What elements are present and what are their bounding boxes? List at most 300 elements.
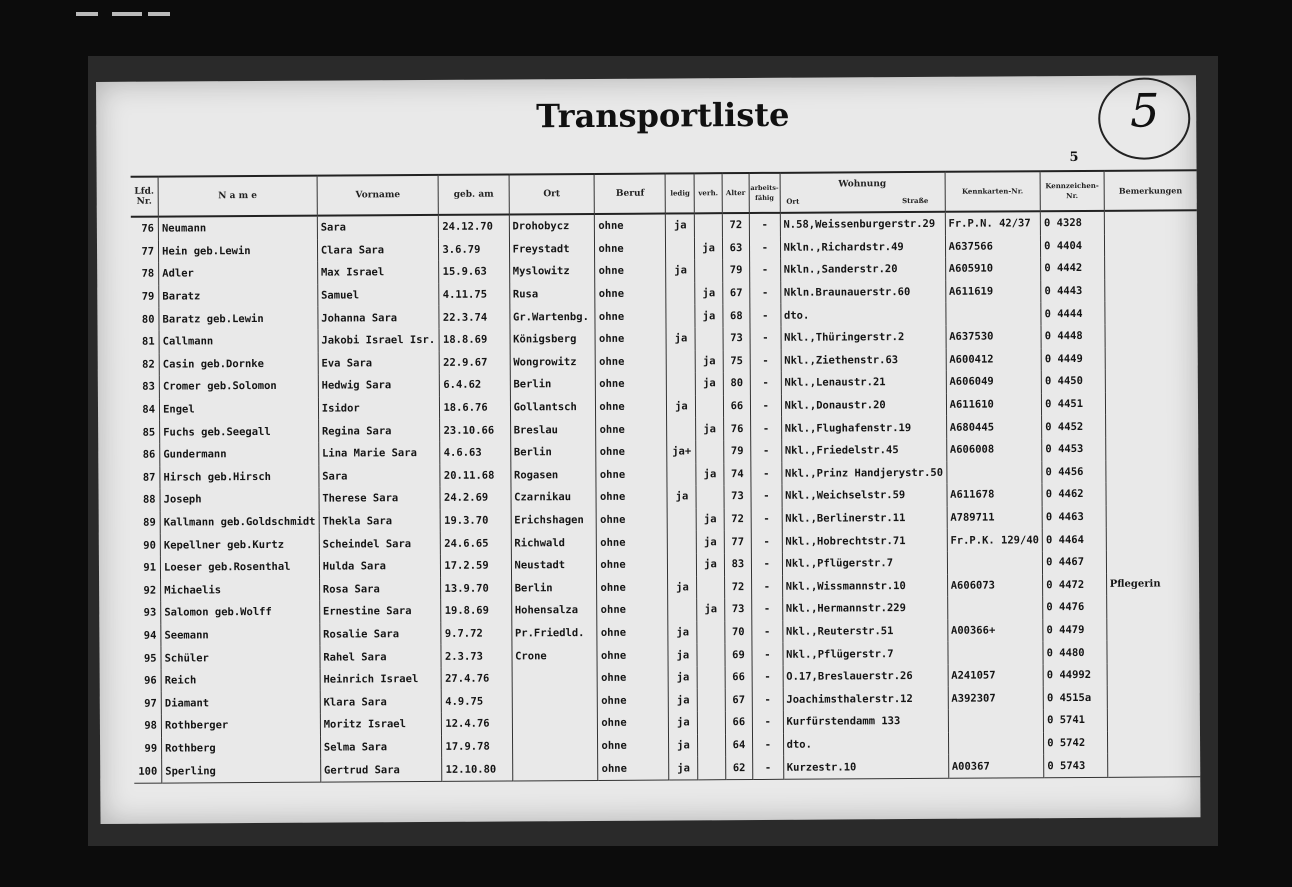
row-number: 77 xyxy=(141,245,155,258)
row-alter: 70 xyxy=(725,621,752,644)
row-ledig: ja xyxy=(667,395,696,418)
row-arbeitsfaehig: - xyxy=(751,462,782,485)
row-vorname: Heinrich Israel xyxy=(320,668,442,691)
row-bemerkungen xyxy=(1104,256,1197,279)
row-geb-am: 22.3.74 xyxy=(439,306,509,329)
row-wohnung: Nkln.,Sanderstr.20 xyxy=(780,258,945,282)
row-vorname: Regina Sara xyxy=(318,419,440,442)
row-arbeitsfaehig: - xyxy=(750,372,781,395)
row-kennkarten-nr: A606049 xyxy=(946,370,1042,393)
row-vorname: Scheindel Sara xyxy=(319,532,441,555)
row-beruf: ohne xyxy=(595,327,666,350)
row-number: 82 xyxy=(142,358,155,371)
row-arbeitsfaehig: - xyxy=(752,598,783,621)
row-alter: 79 xyxy=(723,440,750,463)
row-ledig xyxy=(667,463,696,486)
row-alter: 62 xyxy=(725,756,752,779)
row-ort xyxy=(512,667,598,690)
row-name: Kallmann geb.Goldschmidt xyxy=(160,510,319,534)
row-kennzeichen-nr: 0 4472 xyxy=(1043,573,1107,596)
row-name: Casin geb.Dornke xyxy=(159,352,318,376)
row-kennkarten-nr: A680445 xyxy=(946,416,1042,439)
row-geb-am: 12.4.76 xyxy=(442,713,512,736)
row-verh xyxy=(698,734,726,757)
row-wohnung: Nkln.Braunauerstr.60 xyxy=(780,281,945,305)
row-alter: 68 xyxy=(723,304,750,327)
row-ort: Gr.Wartenbg. xyxy=(509,305,595,328)
row-geb-am: 4.11.75 xyxy=(439,283,509,306)
row-beruf: ohne xyxy=(597,531,668,554)
row-kennzeichen-nr: 0 4467 xyxy=(1043,551,1107,574)
row-verh xyxy=(695,213,723,237)
row-ort: Freystadt xyxy=(509,238,595,261)
row-geb-am: 17.9.78 xyxy=(442,735,512,758)
row-vorname: Rosalie Sara xyxy=(320,623,442,646)
row-wohnung: Nkl.,Reuterstr.51 xyxy=(782,619,947,643)
row-arbeitsfaehig: - xyxy=(752,643,783,666)
row-bemerkungen xyxy=(1106,595,1199,618)
row-arbeitsfaehig: - xyxy=(752,621,783,644)
row-bemerkungen xyxy=(1105,347,1198,370)
row-arbeitsfaehig: - xyxy=(750,236,781,259)
row-beruf: ohne xyxy=(596,350,667,373)
row-number: 90 xyxy=(143,539,156,552)
row-kennzeichen-nr: 0 5741 xyxy=(1043,709,1107,732)
row-verh xyxy=(695,327,723,350)
row-vorname: Thekla Sara xyxy=(319,510,441,533)
row-wohnung: Kurfürstendamm 133 xyxy=(783,710,948,734)
row-number: 80 xyxy=(141,313,155,326)
row-beruf: ohne xyxy=(598,689,669,712)
row-verh: ja xyxy=(695,350,723,373)
row-geb-am: 6.4.62 xyxy=(440,374,510,397)
row-arbeitsfaehig: - xyxy=(752,711,783,734)
row-ledig: ja+ xyxy=(667,440,696,463)
row-wohnung: Nkl.,Thüringerstr.2 xyxy=(781,326,946,350)
row-vorname: Sara xyxy=(317,215,439,239)
header-wohnung xyxy=(780,172,945,213)
row-verh: ja xyxy=(697,553,725,576)
row-bemerkungen: Pflegerin xyxy=(1106,573,1199,596)
row-name: Schüler xyxy=(161,646,320,670)
row-arbeitsfaehig: - xyxy=(752,688,783,711)
header-wohnung-label: Wohnung xyxy=(838,179,887,190)
row-ort: Berlin xyxy=(511,576,597,599)
row-name: Gundermann xyxy=(160,443,319,467)
row-alter: 76 xyxy=(723,417,750,440)
row-geb-am: 24.2.69 xyxy=(440,487,510,510)
row-beruf: ohne xyxy=(595,260,666,283)
row-kennzeichen-nr: 0 4328 xyxy=(1040,211,1104,235)
film-edge-mark xyxy=(76,12,98,16)
row-kennkarten-nr: Fr.P.K. 129/40 xyxy=(947,529,1043,552)
row-alter: 73 xyxy=(724,598,751,621)
row-kennzeichen-nr: 0 4463 xyxy=(1042,506,1106,529)
row-kennkarten-nr: A789711 xyxy=(947,506,1043,529)
row-number: 92 xyxy=(143,584,157,597)
row-bemerkungen xyxy=(1105,324,1198,347)
row-beruf: ohne xyxy=(596,395,667,418)
row-alter: 75 xyxy=(723,350,750,373)
row-beruf: ohne xyxy=(595,282,666,305)
row-kennkarten-nr xyxy=(947,551,1043,574)
row-kennkarten-nr: A606073 xyxy=(947,574,1043,597)
transport-list-table xyxy=(131,169,1201,783)
row-arbeitsfaehig: - xyxy=(753,756,784,779)
row-wohnung: Nkln.,Richardstr.49 xyxy=(780,235,945,259)
row-kennkarten-nr: A00366+ xyxy=(947,619,1043,642)
row-ort: Erichshagen xyxy=(511,509,597,532)
header-beruf: Beruf xyxy=(594,174,665,214)
row-alter: 69 xyxy=(725,643,752,666)
row-name: Reich xyxy=(161,669,320,693)
row-beruf: ohne xyxy=(596,440,667,463)
row-number: 94 xyxy=(143,629,157,642)
row-name: Adler xyxy=(159,262,318,286)
row-ort: Rusa xyxy=(509,283,595,306)
row-wohnung: dto. xyxy=(783,732,948,756)
row-kennzeichen-nr: 0 4480 xyxy=(1043,641,1107,664)
row-ledig xyxy=(667,350,696,373)
row-verh xyxy=(697,576,725,599)
row-bemerkungen xyxy=(1107,731,1200,754)
row-name: Rothberger xyxy=(161,714,320,738)
row-name: Baratz xyxy=(159,284,318,308)
row-wohnung: Nkl.,Donaustr.20 xyxy=(781,394,946,418)
page-number-stamp xyxy=(1098,77,1190,160)
row-kennkarten-nr: A611610 xyxy=(946,393,1042,416)
row-name: Joseph xyxy=(160,488,319,512)
row-number: 93 xyxy=(143,607,157,620)
row-bemerkungen xyxy=(1106,550,1199,573)
row-verh xyxy=(695,259,723,282)
row-alter: 74 xyxy=(724,463,751,486)
row-verh: ja xyxy=(695,305,723,328)
row-beruf: ohne xyxy=(598,757,669,781)
row-bemerkungen xyxy=(1105,415,1198,438)
stamp-number: 5 xyxy=(1130,83,1160,138)
film-edge-mark xyxy=(112,12,142,16)
row-ledig xyxy=(666,282,695,305)
row-verh: ja xyxy=(695,282,723,305)
row-vorname: Sara xyxy=(319,464,441,487)
row-vorname: Lina Marie Sara xyxy=(318,442,440,465)
row-number: 100 xyxy=(134,760,162,783)
row-number: 81 xyxy=(141,335,155,348)
row-alter: 66 xyxy=(725,711,752,734)
row-ort xyxy=(512,757,598,781)
row-vorname: Rosa Sara xyxy=(319,577,441,600)
row-geb-am: 24.12.70 xyxy=(439,214,509,238)
row-ledig: ja xyxy=(669,711,698,734)
row-number: 84 xyxy=(142,403,156,416)
header-ort: Ort xyxy=(509,174,595,215)
row-bemerkungen xyxy=(1105,369,1198,392)
row-number: 96 xyxy=(144,674,157,687)
row-kennkarten-nr: A606008 xyxy=(946,438,1042,461)
row-bemerkungen xyxy=(1105,437,1198,460)
row-kennkarten-nr xyxy=(946,461,1042,484)
row-ort: Neustadt xyxy=(511,554,597,577)
row-ledig xyxy=(668,531,697,554)
row-ort: Berlin xyxy=(510,441,596,464)
row-number: 88 xyxy=(142,494,156,507)
row-number: 86 xyxy=(142,448,156,461)
row-ort: Königsberg xyxy=(510,328,596,351)
row-alter: 67 xyxy=(725,688,752,711)
row-ledig xyxy=(668,553,697,576)
row-verh xyxy=(698,689,726,712)
header-name: N a m e xyxy=(158,176,317,217)
row-arbeitsfaehig: - xyxy=(751,508,782,531)
row-wohnung: dto. xyxy=(780,303,945,327)
row-ledig: ja xyxy=(669,666,698,689)
row-ledig xyxy=(667,418,696,441)
row-kennzeichen-nr: 0 44992 xyxy=(1043,664,1107,687)
row-name: Salomon geb.Wolff xyxy=(161,601,320,625)
row-arbeitsfaehig: - xyxy=(750,259,781,282)
row-wohnung: Nkl.,Pflügerstr.7 xyxy=(783,642,948,666)
row-arbeitsfaehig: - xyxy=(753,733,784,756)
row-kennkarten-nr: A611678 xyxy=(947,483,1043,506)
row-ort: Drohobycz xyxy=(509,214,595,238)
row-arbeitsfaehig: - xyxy=(750,327,781,350)
row-geb-am: 20.11.68 xyxy=(440,464,510,487)
row-vorname: Jakobi Israel Isr. xyxy=(318,329,440,352)
row-verh xyxy=(697,666,725,689)
row-kennzeichen-nr: 0 4449 xyxy=(1041,347,1105,370)
row-ledig: ja xyxy=(668,644,697,667)
row-geb-am: 22.9.67 xyxy=(440,351,510,374)
header-geb-am: geb. am xyxy=(439,174,509,214)
row-arbeitsfaehig: - xyxy=(752,666,783,689)
row-geb-am: 2.3.73 xyxy=(441,645,511,668)
row-beruf: ohne xyxy=(596,463,667,486)
row-vorname: Johanna Sara xyxy=(318,306,440,329)
row-wohnung: Nkl.,Prinz Handjerystr.50 xyxy=(781,461,946,485)
row-alter: 80 xyxy=(723,372,750,395)
row-ledig: ja xyxy=(669,757,698,780)
row-beruf: ohne xyxy=(595,305,666,328)
row-geb-am: 15.9.63 xyxy=(439,261,509,284)
row-bemerkungen xyxy=(1107,663,1200,686)
row-ledig xyxy=(668,508,697,531)
film-edge-mark xyxy=(148,12,170,16)
row-kennzeichen-nr: 0 4515a xyxy=(1043,686,1107,709)
row-name: Seemann xyxy=(161,623,320,647)
row-wohnung: Joachimsthalerstr.12 xyxy=(783,687,948,711)
row-beruf: ohne xyxy=(597,508,668,531)
row-verh: ja xyxy=(696,463,724,486)
row-vorname: Rahel Sara xyxy=(320,645,442,668)
row-geb-am: 24.6.65 xyxy=(441,532,511,555)
row-vorname: Klara Sara xyxy=(320,690,442,713)
row-kennkarten-nr: A00367 xyxy=(948,754,1044,778)
row-beruf: ohne xyxy=(596,418,667,441)
header-kennkarten-nr: Kennkarten-Nr. xyxy=(945,171,1041,212)
header-wohnung-strasse: Straße xyxy=(902,195,929,206)
row-kennkarten-nr: Fr.P.N. 42/37 xyxy=(945,211,1041,235)
row-ledig: ja xyxy=(667,485,696,508)
row-number: 91 xyxy=(143,561,157,574)
row-kennzeichen-nr: 0 4464 xyxy=(1042,528,1106,551)
row-ledig xyxy=(666,237,695,260)
row-bemerkungen xyxy=(1104,234,1197,257)
row-verh: ja xyxy=(695,237,723,260)
row-bemerkungen xyxy=(1106,482,1199,505)
row-geb-am: 9.7.72 xyxy=(441,622,511,645)
row-bemerkungen xyxy=(1104,279,1197,302)
row-beruf: ohne xyxy=(598,666,669,689)
header-kennzeichen-nr: Kennzeichen-Nr. xyxy=(1040,171,1104,211)
row-verh: ja xyxy=(697,598,725,621)
row-kennkarten-nr: A600412 xyxy=(946,348,1042,371)
row-kennzeichen-nr: 0 4443 xyxy=(1041,280,1105,303)
row-alter: 63 xyxy=(722,237,749,260)
row-beruf: ohne xyxy=(596,373,667,396)
row-kennzeichen-nr: 0 5743 xyxy=(1044,754,1108,777)
row-beruf: ohne xyxy=(598,712,669,735)
row-ledig: ja xyxy=(669,689,698,712)
row-kennzeichen-nr: 0 4444 xyxy=(1041,302,1105,325)
row-beruf: ohne xyxy=(595,214,666,238)
row-name: Baratz geb.Lewin xyxy=(159,307,318,331)
row-bemerkungen xyxy=(1104,210,1197,234)
row-wohnung: Nkl.,Lenaustr.21 xyxy=(781,371,946,395)
row-kennkarten-nr xyxy=(948,709,1044,732)
row-name: Diamant xyxy=(161,691,320,715)
row-name: Rothberg xyxy=(162,736,321,760)
row-ort: Breslau xyxy=(510,418,596,441)
row-number: 83 xyxy=(142,381,155,394)
row-vorname: Therese Sara xyxy=(319,487,441,510)
row-ledig: ja xyxy=(668,576,697,599)
row-beruf: ohne xyxy=(598,734,669,757)
row-geb-am: 19.3.70 xyxy=(441,509,511,532)
row-ort: Wongrowitz xyxy=(510,351,596,374)
row-alter: 72 xyxy=(724,508,751,531)
row-alter: 73 xyxy=(723,327,750,350)
row-ledig: ja xyxy=(666,327,695,350)
row-ort: Gollantsch xyxy=(510,396,596,419)
row-name: Engel xyxy=(159,397,318,421)
row-ledig xyxy=(667,372,696,395)
row-beruf: ohne xyxy=(597,599,668,622)
row-name: Hein geb.Lewin xyxy=(159,239,318,263)
row-verh xyxy=(696,395,724,418)
row-wohnung: Nkl.,Weichselstr.59 xyxy=(782,484,947,508)
row-wohnung: Nkl.,Flughafenstr.19 xyxy=(781,416,946,440)
row-ort xyxy=(512,712,598,735)
row-wohnung: Nkl.,Hobrechtstr.71 xyxy=(782,529,947,553)
row-beruf: ohne xyxy=(597,553,668,576)
row-kennkarten-nr xyxy=(948,732,1044,755)
header-wohnung-ort: Ort xyxy=(786,196,800,206)
row-vorname: Isidor xyxy=(318,397,440,420)
row-arbeitsfaehig: - xyxy=(751,417,782,440)
row-wohnung: Nkl.,Ziethenstr.63 xyxy=(781,348,946,372)
row-kennkarten-nr: A392307 xyxy=(948,687,1044,710)
row-wohnung: Kurzestr.10 xyxy=(783,755,948,779)
header-bemerkungen: Bemerkungen xyxy=(1104,170,1197,211)
row-kennkarten-nr: A241057 xyxy=(948,664,1044,687)
row-alter: 67 xyxy=(722,282,749,305)
row-verh xyxy=(697,621,725,644)
row-kennzeichen-nr: 0 4453 xyxy=(1042,438,1106,461)
row-ort: Czarnikau xyxy=(511,486,597,509)
row-beruf: ohne xyxy=(597,644,668,667)
row-verh xyxy=(696,485,724,508)
row-ledig: ja xyxy=(668,621,697,644)
row-wohnung: O.17,Breslauerstr.26 xyxy=(783,665,948,689)
row-alter: 66 xyxy=(725,666,752,689)
row-ort: Richwald xyxy=(511,531,597,554)
row-wohnung: Nkl.,Friedelstr.45 xyxy=(781,439,946,463)
row-kennkarten-nr xyxy=(948,642,1044,665)
row-alter: 73 xyxy=(724,485,751,508)
row-bemerkungen xyxy=(1106,618,1199,641)
row-verh xyxy=(698,756,726,779)
row-kennkarten-nr xyxy=(947,596,1043,619)
row-ledig: ja xyxy=(669,734,698,757)
row-vorname: Ernestine Sara xyxy=(319,600,441,623)
row-name: Fuchs geb.Seegall xyxy=(160,420,319,444)
document-title: Transportliste xyxy=(536,95,790,136)
row-kennkarten-nr: A637566 xyxy=(945,235,1041,258)
document-page xyxy=(96,75,1201,824)
row-verh: ja xyxy=(696,372,724,395)
row-kennkarten-nr: A611619 xyxy=(945,280,1041,303)
row-wohnung: Nkl.,Pflügerstr.7 xyxy=(782,552,947,576)
row-kennkarten-nr xyxy=(945,303,1041,326)
row-name: Kepellner geb.Kurtz xyxy=(160,533,319,557)
row-ort xyxy=(512,735,598,758)
row-ort: Myslowitz xyxy=(509,260,595,283)
row-wohnung: Nkl.,Hermannstr.229 xyxy=(782,597,947,621)
row-verh xyxy=(696,440,724,463)
row-ort: Pr.Friedld. xyxy=(511,622,597,645)
row-kennzeichen-nr: 0 4448 xyxy=(1041,325,1105,348)
row-bemerkungen xyxy=(1107,708,1200,731)
row-ort xyxy=(512,689,598,712)
row-arbeitsfaehig: - xyxy=(749,213,780,237)
row-vorname: Max Israel xyxy=(317,261,439,284)
row-kennzeichen-nr: 0 5742 xyxy=(1044,731,1108,754)
row-vorname: Eva Sara xyxy=(318,351,440,374)
row-vorname: Samuel xyxy=(318,284,440,307)
header-arbeitsfaehig: arbeits-fähig xyxy=(749,173,780,213)
row-name: Hirsch geb.Hirsch xyxy=(160,465,319,489)
table-header-row xyxy=(131,170,1197,217)
row-alter: 64 xyxy=(725,734,752,757)
row-vorname: Moritz Israel xyxy=(320,713,442,736)
row-alter: 72 xyxy=(724,576,751,599)
table-body xyxy=(131,210,1200,783)
row-kennzeichen-nr: 0 4442 xyxy=(1041,257,1105,280)
row-arbeitsfaehig: - xyxy=(751,530,782,553)
row-alter: 72 xyxy=(722,213,749,237)
row-ort: Rogasen xyxy=(510,463,596,486)
row-kennzeichen-nr: 0 4452 xyxy=(1042,415,1106,438)
row-geb-am: 4.9.75 xyxy=(442,690,512,713)
row-vorname: Gertrud Sara xyxy=(320,758,442,782)
row-arbeitsfaehig: - xyxy=(751,395,782,418)
row-name: Sperling xyxy=(162,759,321,783)
row-ledig: ja xyxy=(666,260,695,283)
row-bemerkungen xyxy=(1105,302,1198,325)
row-geb-am: 18.8.69 xyxy=(439,328,509,351)
row-bemerkungen xyxy=(1105,460,1198,483)
